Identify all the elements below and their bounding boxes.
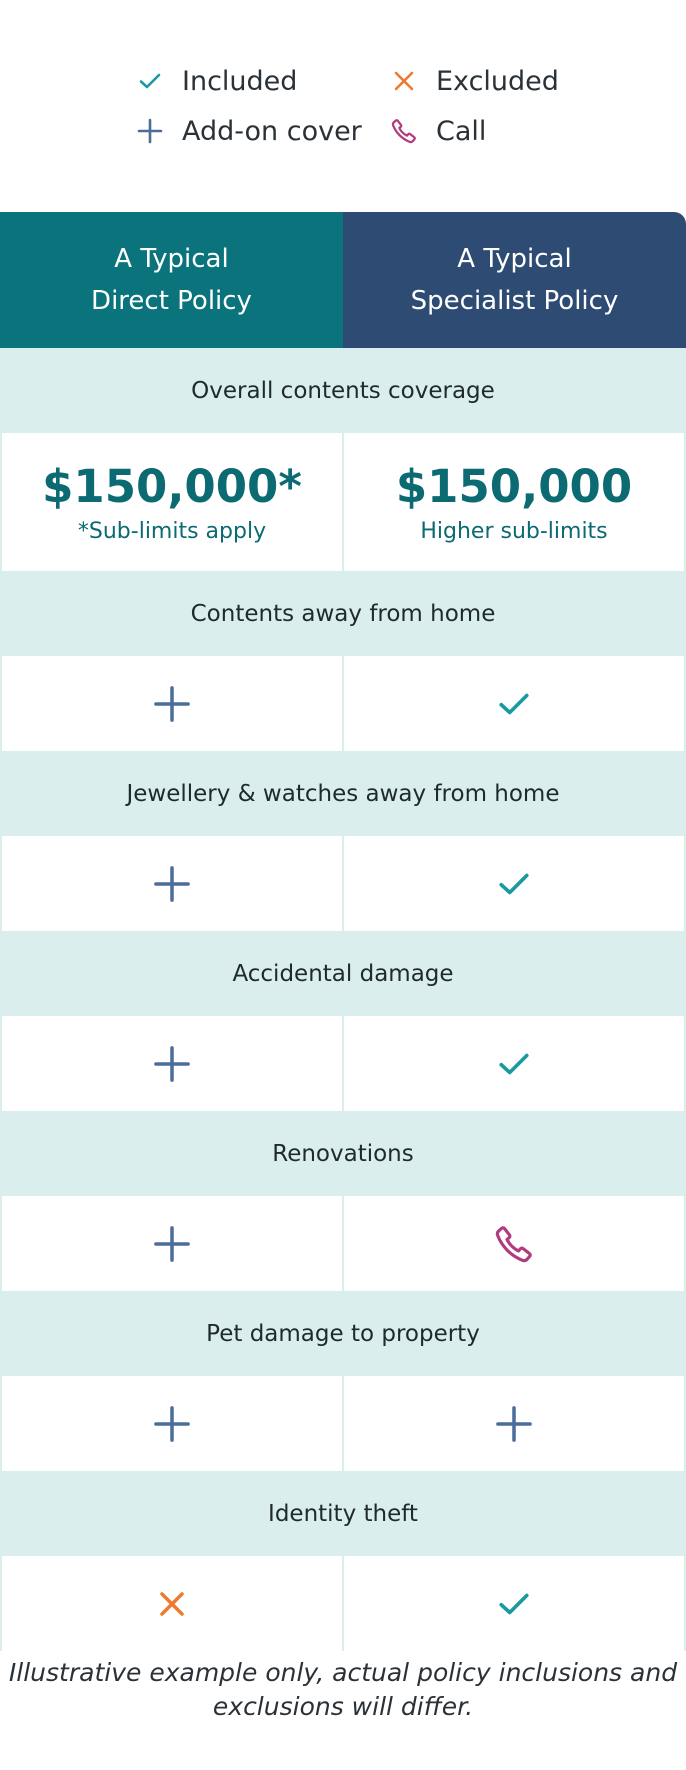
specialist-header-line2: Specialist Policy [410,286,619,316]
specialist-header-line1: A Typical [457,244,572,274]
table-row [0,1016,686,1111]
legend-excluded [388,61,559,101]
check-icon [497,867,531,901]
specialist-cell [344,656,684,751]
direct-header-line2: Direct Policy [91,286,252,316]
legend-call-label: Call [436,115,487,147]
direct-cell [2,1556,342,1651]
row-title: Renovations [0,1111,686,1196]
plus-icon [153,1045,191,1083]
phone-icon [493,1223,535,1265]
check-icon [134,65,166,97]
direct-cell [2,656,342,751]
legend-excluded-label: Excluded [436,65,559,97]
table-row-coverage [0,433,686,571]
specialist-coverage-amount: $150,000 [395,459,633,513]
specialist-cell [344,836,684,931]
legend-included-label: Included [182,65,298,97]
legend-addon [134,111,362,151]
check-icon [497,1047,531,1081]
table-row [0,1556,686,1651]
table-row [0,1196,686,1291]
comparison-table [0,212,686,1651]
direct-policy-header [0,212,343,348]
row-title: Pet damage to property [0,1291,686,1376]
specialist-cell [344,1016,684,1111]
plus-icon [153,865,191,903]
specialist-coverage-note: Higher sub-limits [420,518,608,544]
plus-icon [153,685,191,723]
specialist-cell [344,1376,684,1471]
table-row [0,1376,686,1471]
direct-coverage-amount: $150,000* [42,459,302,513]
row-title: Identity theft [0,1471,686,1556]
phone-icon [388,115,420,147]
table-row [0,656,686,751]
legend-addon-label: Add-on cover [182,115,362,147]
row-title: Jewellery & watches away from home [0,751,686,836]
plus-icon [134,115,166,147]
direct-cell [2,1196,342,1291]
specialist-cell [344,1196,684,1291]
direct-coverage-cell [2,433,342,571]
direct-header-line1: A Typical [114,244,229,274]
direct-cell [2,1016,342,1111]
specialist-coverage-cell [344,433,684,571]
plus-icon [153,1405,191,1443]
legend [0,0,686,212]
check-icon [497,687,531,721]
direct-coverage-note: *Sub-limits apply [77,518,267,544]
table-header [0,212,686,348]
direct-cell [2,1376,342,1471]
plus-icon [153,1225,191,1263]
specialist-policy-header [343,212,686,348]
row-title-coverage: Overall contents coverage [0,348,686,433]
row-title: Accidental damage [0,931,686,1016]
row-title: Contents away from home [0,571,686,656]
specialist-cell [344,1556,684,1651]
disclaimer-footnote: Illustrative example only, actual policy inclusions and exclusions will differ. [8,1658,678,1721]
x-icon [157,1589,187,1619]
legend-call [388,111,486,151]
feature-rows [0,571,686,1651]
direct-cell [2,836,342,931]
x-icon [388,65,420,97]
table-row [0,836,686,931]
legend-included [134,61,297,101]
plus-icon [495,1405,533,1443]
check-icon [497,1587,531,1621]
